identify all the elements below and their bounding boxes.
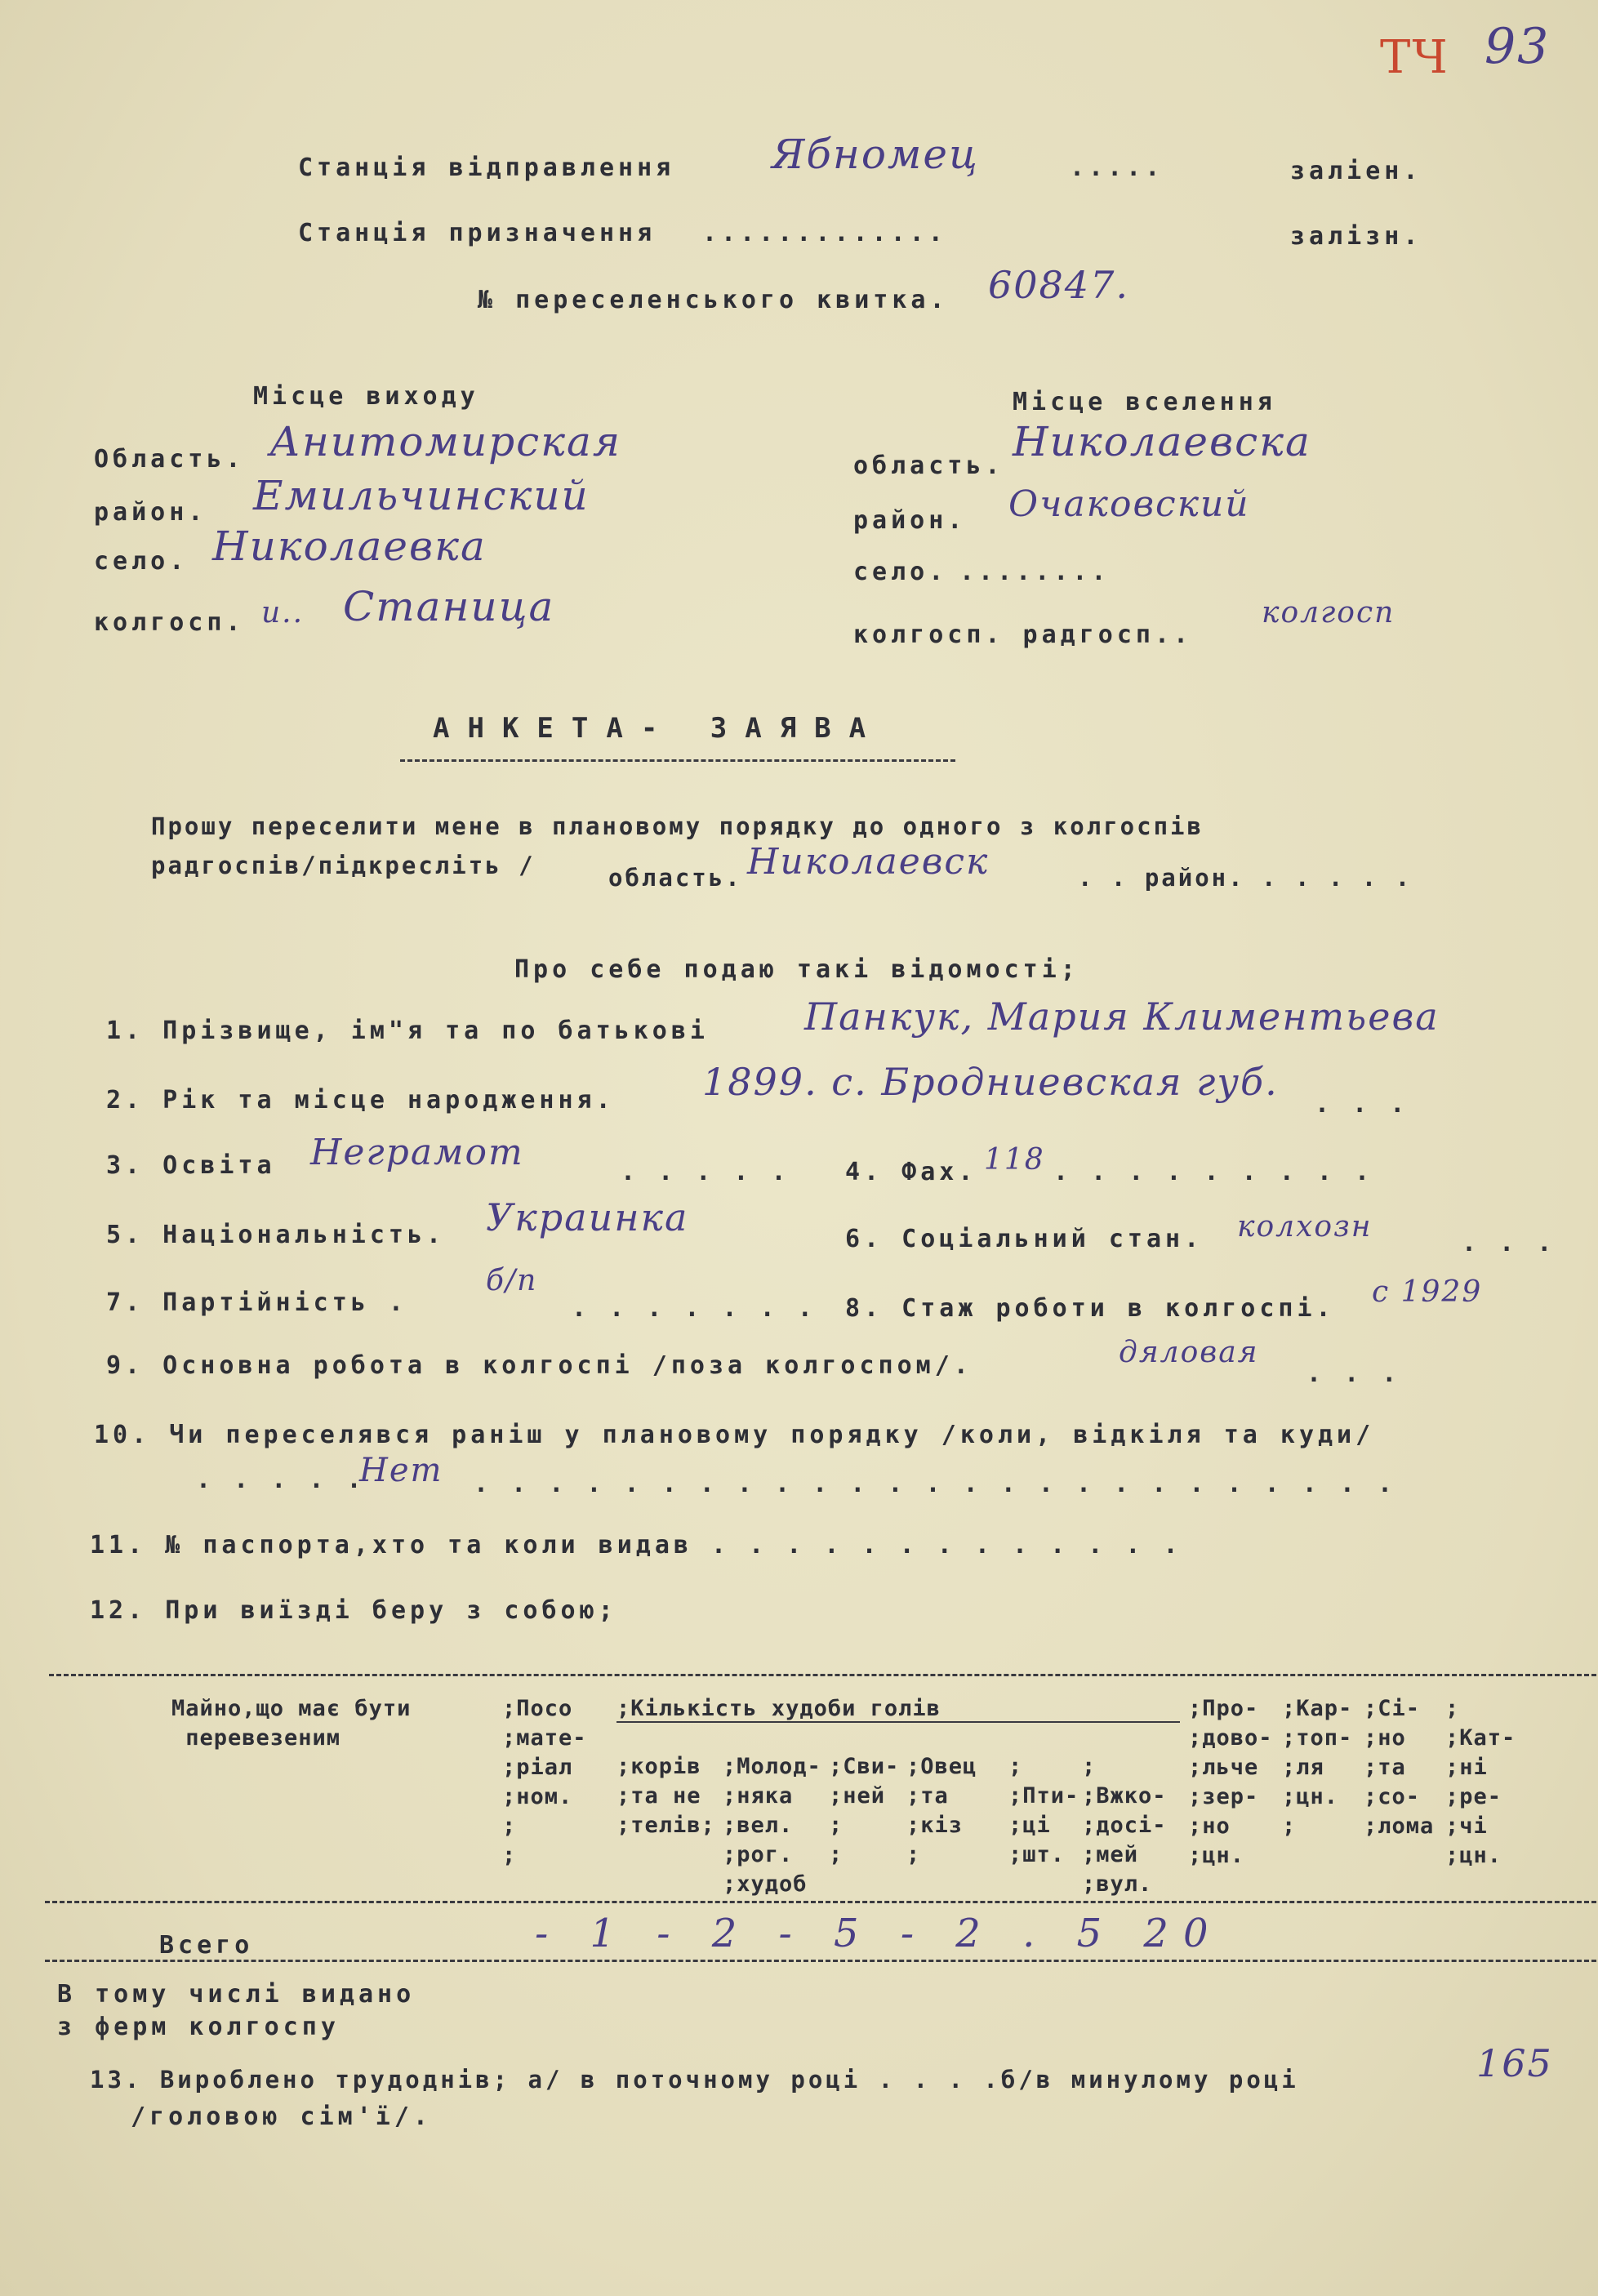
item-10-label: 10. Чи переселявся раніш у плановому порядку /коли, відкіля та куди/	[94, 1421, 1375, 1449]
item-3-value: Неграмот	[310, 1132, 524, 1173]
table-col-household: ; ;Вжко- ;досі- ;мей ;вул.	[1082, 1754, 1167, 1897]
destination-station-dots: .............	[702, 219, 947, 247]
ticket-label: № переселенського квитка.	[478, 286, 949, 314]
item-1-value: Панкук, Мария Климентьева	[804, 994, 1440, 1039]
origin-kolhosp-value: Станица	[343, 583, 555, 630]
table-col-property: Майно,що має бути перевезеним	[171, 1696, 412, 1751]
origin-raion-value: Емильчинский	[253, 472, 590, 519]
table-col-potatoes: ;Кар- ;топ- ;ля ;цн. ;	[1282, 1696, 1353, 1839]
settlement-kolhosp-value: колгосп	[1262, 596, 1395, 630]
item-9-label: 9. Основна робота в колгоспі /поза колгоспом/.	[106, 1351, 973, 1380]
item-7-dots: . . . . . . .	[572, 1294, 817, 1323]
origin-selo-value: Николаевка	[212, 523, 487, 570]
table-top-rule	[49, 1674, 1596, 1676]
item-3-dots: . . . . .	[621, 1158, 790, 1186]
origin-oblast-value: Анитомирская	[269, 418, 621, 465]
item-5-label: 5. Національність.	[106, 1221, 446, 1249]
item-4-value: 118	[984, 1143, 1045, 1177]
item-2-value: 1899. с. Бродниевская губ.	[702, 1060, 1279, 1104]
origin-title: Місце виходу	[253, 382, 479, 411]
origin-kolhosp-label: колгосп.	[94, 608, 245, 637]
settlement-oblast-label: область.	[853, 452, 1004, 480]
item-9-dots: . . .	[1306, 1359, 1401, 1388]
table-total-rule	[45, 1960, 1596, 1962]
item-13-line-1: 13. Вироблено трудоднів; а/ в поточному році . . . .б/в минулому році	[90, 2066, 1299, 2094]
archive-mark-red: ТЧ	[1380, 31, 1449, 84]
item-10-dots: . . . . . . . . . . . . . . . . . . . . . . . . .	[474, 1470, 1397, 1498]
request-oblast-label: область.	[608, 864, 742, 892]
origin-raion-label: район.	[94, 498, 207, 527]
archive-page-number: 93	[1484, 18, 1551, 75]
item-12-label: 12. При виїзді беру з собою;	[90, 1596, 617, 1625]
form-title: АНКЕТА- ЗАЯВА	[433, 712, 884, 745]
item-4-dots: . . . . . . . . .	[1053, 1158, 1374, 1186]
table-col-cows: ;корів ;та не ;телів;	[616, 1754, 715, 1838]
request-line-1: Прошу переселити мене в плановому порядку до одного з колгоспів	[151, 812, 1204, 840]
origin-oblast-label: Область.	[94, 445, 245, 474]
item-8-label: 8. Стаж роботи в колгоспі.	[845, 1294, 1335, 1323]
item-7-value: б/п	[486, 1264, 538, 1297]
table-col-material: ;Посо ;мате- ;ріал ;ном. ; ;	[502, 1696, 587, 1868]
ticket-value: 60847.	[988, 263, 1129, 307]
origin-selo-label: село.	[94, 547, 189, 576]
item-9-value: дяловая	[1119, 1336, 1259, 1369]
request-oblast-value: Николаевск	[747, 841, 990, 883]
table-group-livestock: ;Кількість худоби голів	[616, 1696, 941, 1721]
issued-line-2: з ферм колгоспу	[57, 2013, 340, 2041]
settlement-title: Місце вселення	[1013, 388, 1276, 416]
table-col-hay: ;Сі- ;но ;та ;со- ;лома	[1364, 1696, 1435, 1839]
item-2-label: 2. Рік та місце народження.	[106, 1086, 615, 1115]
item-13-value: 165	[1476, 2041, 1553, 2085]
settlement-raion-value: Очаковский	[1008, 483, 1250, 525]
table-total-values: - 1 - 2 - 5 - 2 . 5 20	[535, 1911, 1223, 1956]
item-6-value: колхозн	[1237, 1210, 1373, 1244]
item-2-tail: . . .	[1315, 1090, 1409, 1119]
settlement-raion-label: район.	[853, 506, 967, 535]
item-3-label: 3. Освіта	[106, 1151, 276, 1180]
item-8-value: с 1929	[1372, 1275, 1483, 1309]
item-10-value: Нет	[359, 1452, 443, 1489]
settlement-selo-label: село.	[853, 558, 948, 586]
intro-line: Про себе подаю такі відомості;	[514, 955, 1079, 984]
request-raion-tail: . . район. . . . . .	[1078, 864, 1413, 892]
item-7-label: 7. Партійність .	[106, 1288, 407, 1317]
settlement-kolhosp-label: колгосп. радгосп..	[853, 621, 1193, 649]
item-5-value: Украинка	[486, 1195, 689, 1239]
table-col-sheep-goats: ;Овец ;та ;кіз ;	[906, 1754, 977, 1867]
origin-kolhosp-prefix: и..	[261, 596, 305, 630]
item-1-label: 1. Прізвище, ім"я та по батькові	[106, 1017, 709, 1045]
table-header-rule	[45, 1901, 1596, 1903]
item-4-label: 4. Фах.	[845, 1158, 977, 1186]
settlement-oblast-value: Николаевска	[1013, 418, 1311, 465]
request-line-2: радгоспів/підкресліть /	[151, 852, 536, 879]
departure-suffix: заліен.	[1290, 157, 1422, 185]
issued-line-1: В тому числі видано	[57, 1980, 416, 2009]
table-col-other: ; ;Кат- ;ні ;ре- ;чі ;цн.	[1445, 1696, 1516, 1868]
departure-value: Ябномец	[772, 131, 979, 178]
table-col-pigs: ;Сви- ;ней ; ;	[829, 1754, 900, 1867]
item-13-line-2: /головою сім'ї/.	[131, 2102, 432, 2131]
table-total-label: Всего	[159, 1931, 254, 1960]
item-6-dots: . . .	[1462, 1229, 1556, 1257]
destination-station-suffix: залізн.	[1290, 222, 1422, 251]
destination-station-label: Станція призначення	[298, 219, 657, 247]
settlement-selo-dots: ........	[959, 558, 1111, 586]
title-underline	[400, 759, 955, 762]
livestock-group-underline	[616, 1721, 1180, 1723]
item-10-lead-dots: . . . . .	[196, 1466, 366, 1494]
departure-dots: .....	[1070, 154, 1164, 182]
departure-label: Станція відправлення	[298, 154, 675, 182]
table-col-grain: ;Про- ;дово- ;льче ;зер- ;но ;цн.	[1188, 1696, 1273, 1868]
table-col-young-cattle: ;Молод- ;няка ;вел. ;рог. ;худоб	[723, 1754, 821, 1897]
item-11-label: 11. № паспорта,хто та коли видав . . . . . . . . . . . . .	[90, 1531, 1182, 1560]
table-col-poultry: ; ;Пти- ;ці ;шт.	[1008, 1754, 1079, 1867]
item-6-label: 6. Соціальний стан.	[845, 1225, 1204, 1253]
